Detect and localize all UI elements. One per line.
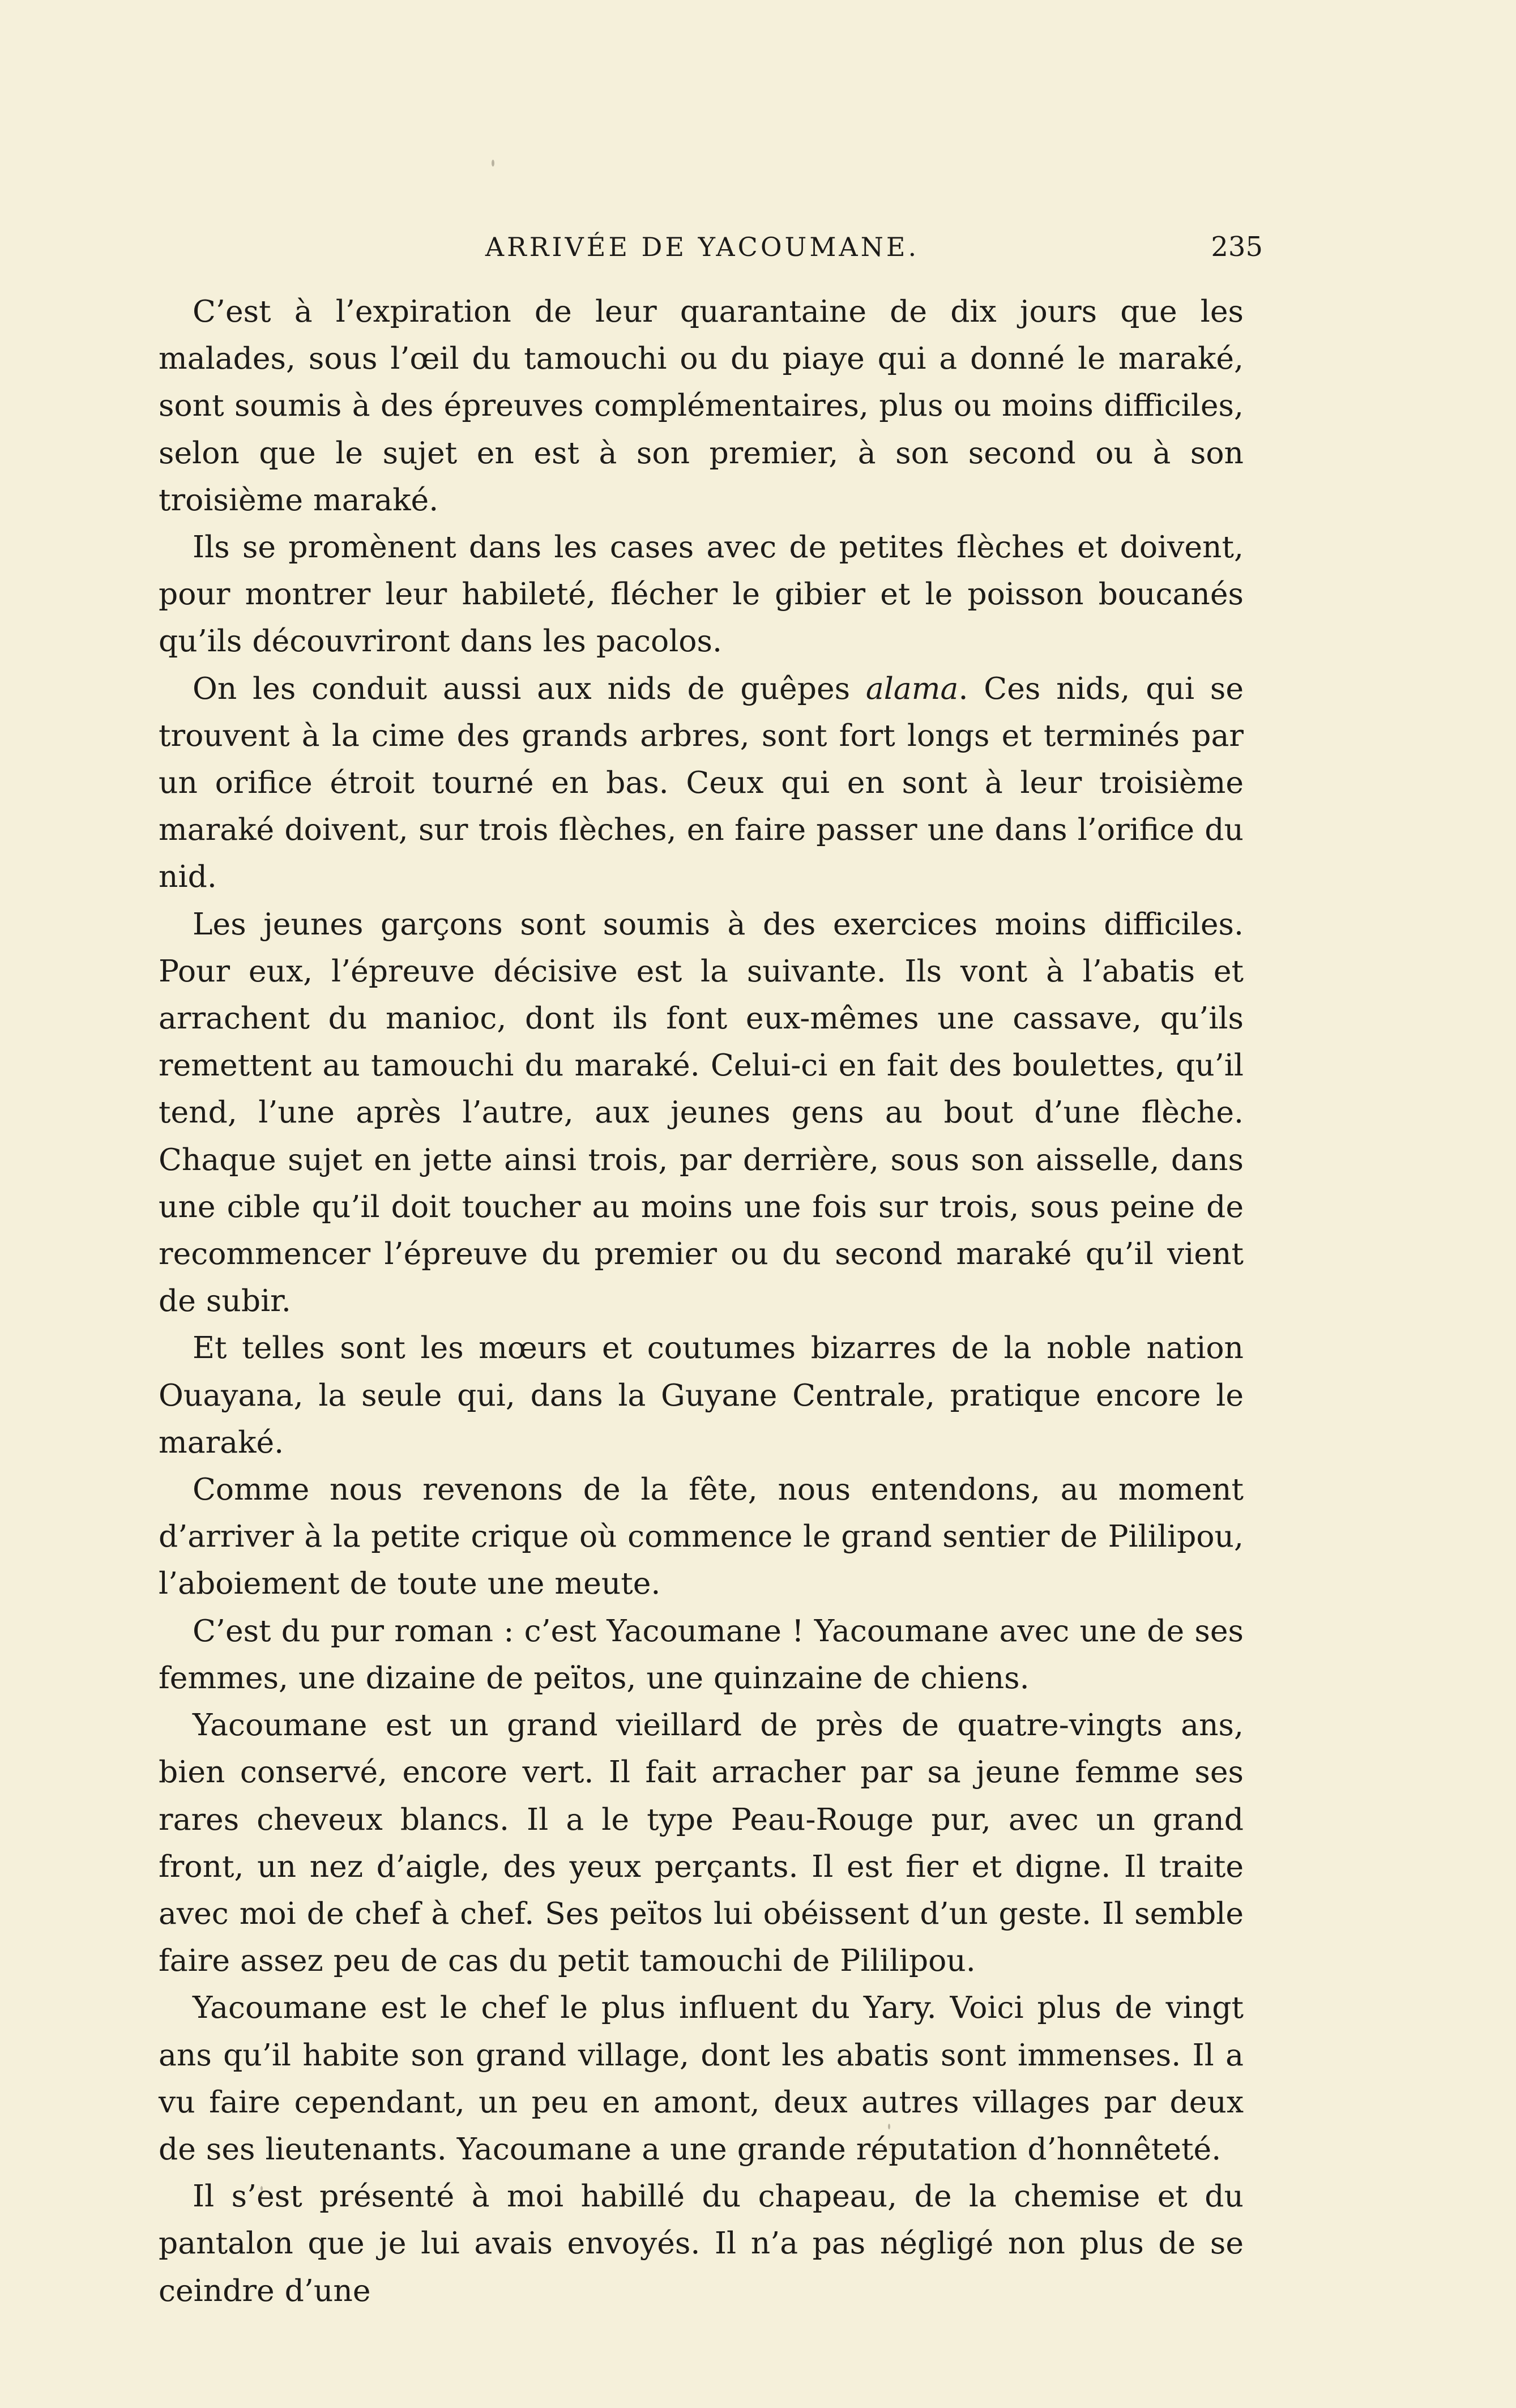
paragraph-9: Yacoumane est le chef le plus influent du Yary. Voici plus de vingt ans qu’il habite son grand village, dont les abatis sont immenses. Il a vu faire cependant, un peu en amont, deux autres villages par deux de ses lieutenants. Yacoumane a une grande réputation d’honnêteté. [159,1989,1244,2167]
running-title: ARRIVÉE DE YACOUMANE. [485,232,920,262]
running-head [159,224,1263,270]
paragraph-3-start: On les conduit aussi aux nids de guêpes [193,670,866,706]
paragraph-10: Il s’est présenté à moi habillé du chapeau, de la chemise et du pantalon que je lui avais envoyés. Il n’a pas négligé non plus de se ceindre d’une [159,2178,1244,2308]
paragraph-2: Ils se promènent dans les cases avec de petites flèches et doivent, pour montrer leur habileté, flécher le gibier et le poisson boucanés qu’ils découvriront dans les pacolos. [159,529,1244,659]
paragraph-3-end: . Ces nids, qui se trouvent à la cime des grands arbres, sont fort longs et terminés par un orifice étroit tourné en bas. Ceux qui en sont à leur troisième maraké doivent, sur trois flèches, en faire passer une dans l’orifice du nid. [159,670,1244,895]
paragraph-4: Les jeunes garçons sont soumis à des exercices moins difficiles. Pour eux, l’épreuve décisive est la suivante. Ils vont à l’abatis et arrachent du manioc, dont ils font eux-mêmes une cassave, qu’ils remettent au tamouchi du maraké. Celui-ci en fait des boulettes, qu’il tend, l’une après l’autre, aux jeunes gens au bout d’une flèche. Chaque sujet en jette ainsi trois, par derrière, sous son aisselle, dans une cible qu’il doit toucher au moins une fois sur trois, sous peine de recommencer l’épreuve du premier ou du second maraké qu’il vient de subir. [159,906,1244,1319]
page-number: 235 [1211,231,1263,263]
paragraph-5: Et telles sont les mœurs et coutumes bizarres de la noble nation Ouayana, la seule qui, dans la Guyane Centrale, pratique encore le maraké. [159,1330,1244,1460]
paragraph-3 [159,665,1244,900]
paper-speck [492,160,494,166]
paragraph-6: Comme nous revenons de la fête, nous entendons, au moment d’arriver à la petite crique où commence le grand sentier de Pililipou, l’aboiement de toute une meute. [159,1471,1244,1602]
paragraph-8: Yacoumane est un grand vieillard de près de quatre-vingts ans, bien conservé, encore vert. Il fait arracher par sa jeune femme ses rares cheveux blancs. Il a le type Peau-Rouge pur, avec un grand front, un nez d’aigle, des yeux perçants. Il est fier et digne. Il traite avec moi de chef à chef. Ses peïtos lui obéissent d’un geste. Il semble faire assez peu de cas du petit tamouchi de Pililipou. [159,1707,1244,1979]
paragraph-1: C’est à l’expiration de leur quarantaine de dix jours que les malades, sous l’œil du tamouchi ou du piaye qui a donné le maraké, sont soumis à des épreuves complémentaires, plus ou moins difficiles, selon que le sujet en est à son premier, à son second ou à son troisième maraké. [159,293,1244,518]
paragraph-7: C’est du pur roman : c’est Yacoumane ! Yacoumane avec une de ses femmes, une dizaine de peïtos, une quinzaine de chiens. [159,1612,1244,1696]
italic-term-alama: alama [865,670,959,706]
text-body [159,288,1244,2314]
